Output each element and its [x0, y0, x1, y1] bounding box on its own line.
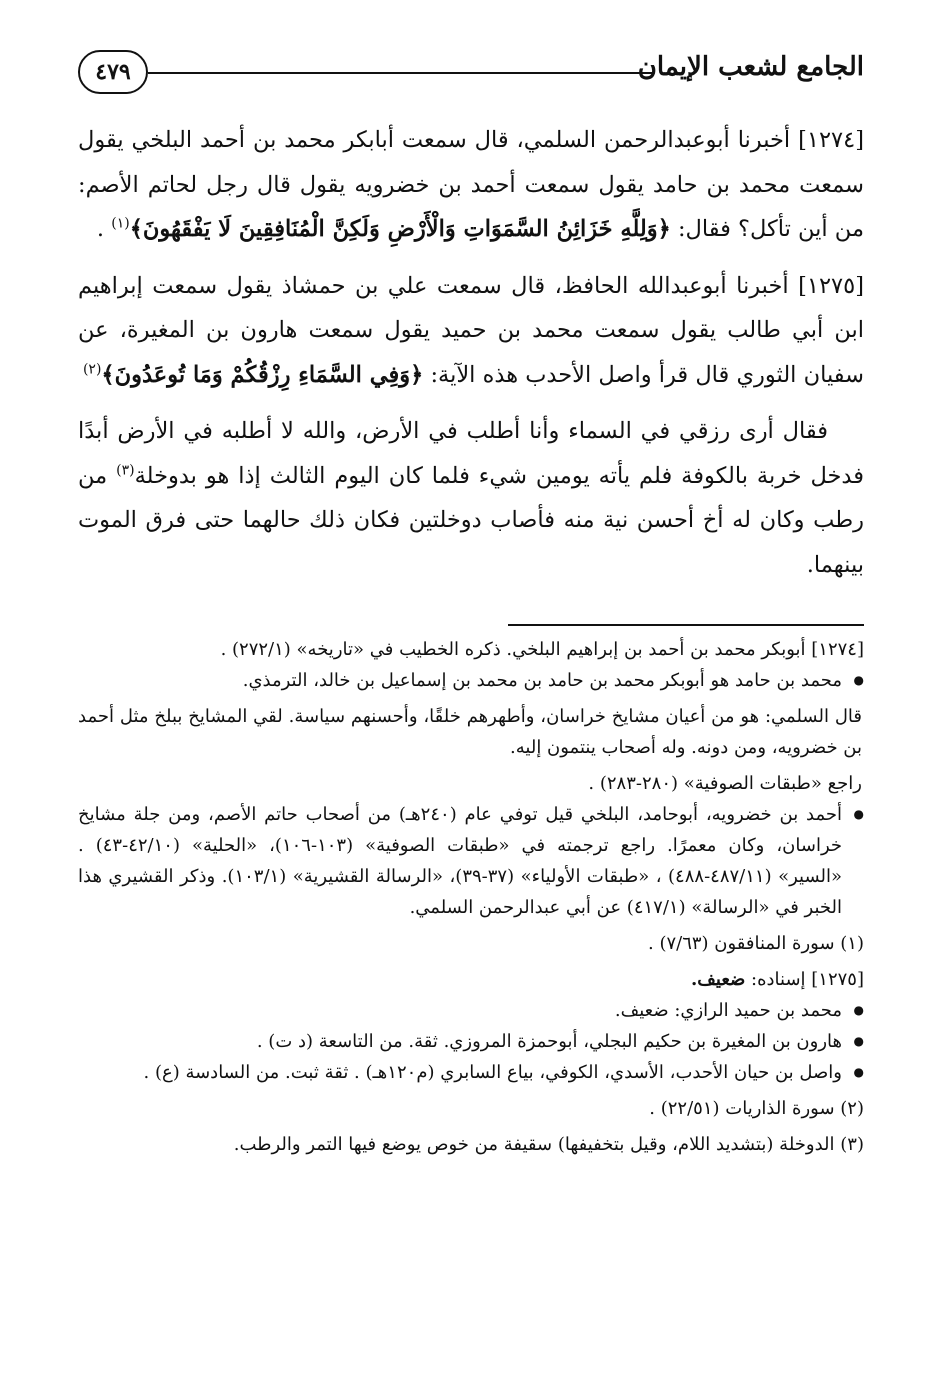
note-bullet: ● محمد بن حامد هو أبوبكر محمد بن حامد بن محمد بن إسماعيل بن خالد، الترمذي. — [78, 665, 864, 696]
footnotes — [78, 634, 864, 1160]
note-bullet: ● واصل بن حيان الأحدب، الأسدي، الكوفي، بياع السابري (م١٢٠هـ) . ثقة ثبت. من السادسة (ع) . — [78, 1057, 864, 1088]
footnote-2: (٢) سورة الذاريات (٢٢/٥١) . — [649, 1098, 864, 1119]
quran-verse: ﴿وَفِي السَّمَاءِ رِزْقُكُمْ وَمَا تُوعَدُونَ﴾ — [101, 361, 424, 388]
footnote-ref: (٢) — [82, 361, 102, 377]
note-1274: [١٢٧٤] أبوبكر محمد بن أحمد بن إبراهيم البلخي. ذكره الخطيب في «تاريخه» (٢٧٢/١) . — [220, 639, 864, 660]
footnote-1: (١) سورة المنافقون (٧/٦٣) . — [648, 933, 864, 954]
book-title: الجامع لشعب الإيمان — [637, 52, 864, 82]
hadith-number: [١٢٧٥] — [798, 272, 864, 299]
note-text: راجع «طبقات الصوفية» (٢٨٠-٢٨٣) . — [588, 773, 862, 794]
hadith-text: أخبرنا أبوعبدالله الحافظ، قال سمعت علي بن حمشاذ يقول سمعت إبراهيم ابن أبي طالب يقول سمعت محمد بن حميد يقول سمعت هارون بن المغيرة، عن سفيان الثوري قال قرأ واصل الأحدب هذه الآية: — [78, 272, 864, 388]
hadith-text: أخبرنا أبوعبدالرحمن السلمي، قال سمعت أبابكر محمد بن أحمد البلخي يقول سمعت محمد بن حامد يقول سمعت أحمد بن خضرويه يقول قال رجل لحاتم الأصم: من أين تأكل؟ فقال: — [78, 127, 864, 242]
header-rule — [148, 72, 652, 74]
footnote-ref: (٣) — [116, 462, 135, 478]
main-text — [78, 118, 864, 599]
note-1275 — [78, 964, 864, 995]
isnad-label: [١٢٧٥] إسناده: — [745, 969, 864, 990]
hadith-1275-continuation — [78, 409, 864, 587]
running-header — [78, 40, 864, 100]
hadith-text-end: من رطب وكان له أخ أحسن نية منه فأصاب دوخلتين فكان ذلك حالهما حتى فرق الموت بينهما. — [78, 462, 864, 578]
hadith-text-end: . — [96, 216, 112, 242]
note-bullet: ● هارون بن المغيرة بن حكيم البجلي، أبوحمزة المروزي. ثقة. من التاسعة (د ت) . — [78, 1026, 864, 1057]
hadith-number: [١٢٧٤] — [798, 127, 864, 153]
footnote-ref: (١) — [111, 215, 130, 232]
footnote-3: (٣) الدوخلة (بتشديد اللام، وقيل بتخفيفها) سقيفة من خوص يوضع فيها التمر والرطب. — [233, 1134, 864, 1155]
note-bullet: ● محمد بن حميد الرازي: ضعيف. — [78, 995, 864, 1026]
footnote-divider — [508, 624, 864, 626]
hadith-text: فقال أرى رزقي في السماء وأنا أطلب في الأرض، والله لا أطلبه في الأرض أبدًا فدخل خربة بالكوفة فلم يأته يومين شيء فلما كان اليوم الثالث إذا هو بدوخلة — [78, 418, 864, 489]
hadith-1275 — [78, 264, 864, 398]
page-number: ٤٧٩ — [78, 50, 148, 94]
note-text: قال السلمي: هو من أعيان مشايخ خراسان، وأطهرهم خلقًا، وأحسنهم سياسة. لقي المشايخ ببلخ مثل أحمد بن خضرويه، ومن دونه. وله أصحاب ينتمون إليه. — [78, 706, 862, 758]
note-bullet: ● أحمد بن خضرويه، أبوحامد، البلخي قيل توفي عام (٢٤٠هـ) من أصحاب حاتم الأصم، ومن جلة مشايخ خراسان، وكان معمرًا. راجع ترجمته في «طبقات الصوفية» (١٠٣-١٠٦)، «الحلية» (٤٢/١٠-٤٣) . «السير» (٤٨٧/١١-٤٨٨) ، «طبقات الأولياء» (٣٧-٣٩)، «الرسالة القشيرية» (١٠٣/١). وذكر القشيري هذا الخبر في «الرسالة» (٤١٧/١) عن أبي عبدالرحمن السلمي. — [78, 799, 864, 923]
isnad-grade: ضعيف. — [691, 969, 746, 990]
hadith-1274 — [78, 118, 864, 252]
quran-verse: ﴿وَلِلَّهِ خَزَائِنُ السَّمَوَاتِ وَالْأَرْضِ وَلَكِنَّ الْمُنَافِقِينَ لَا يَفْقَهُونَ﴾ — [129, 216, 671, 242]
